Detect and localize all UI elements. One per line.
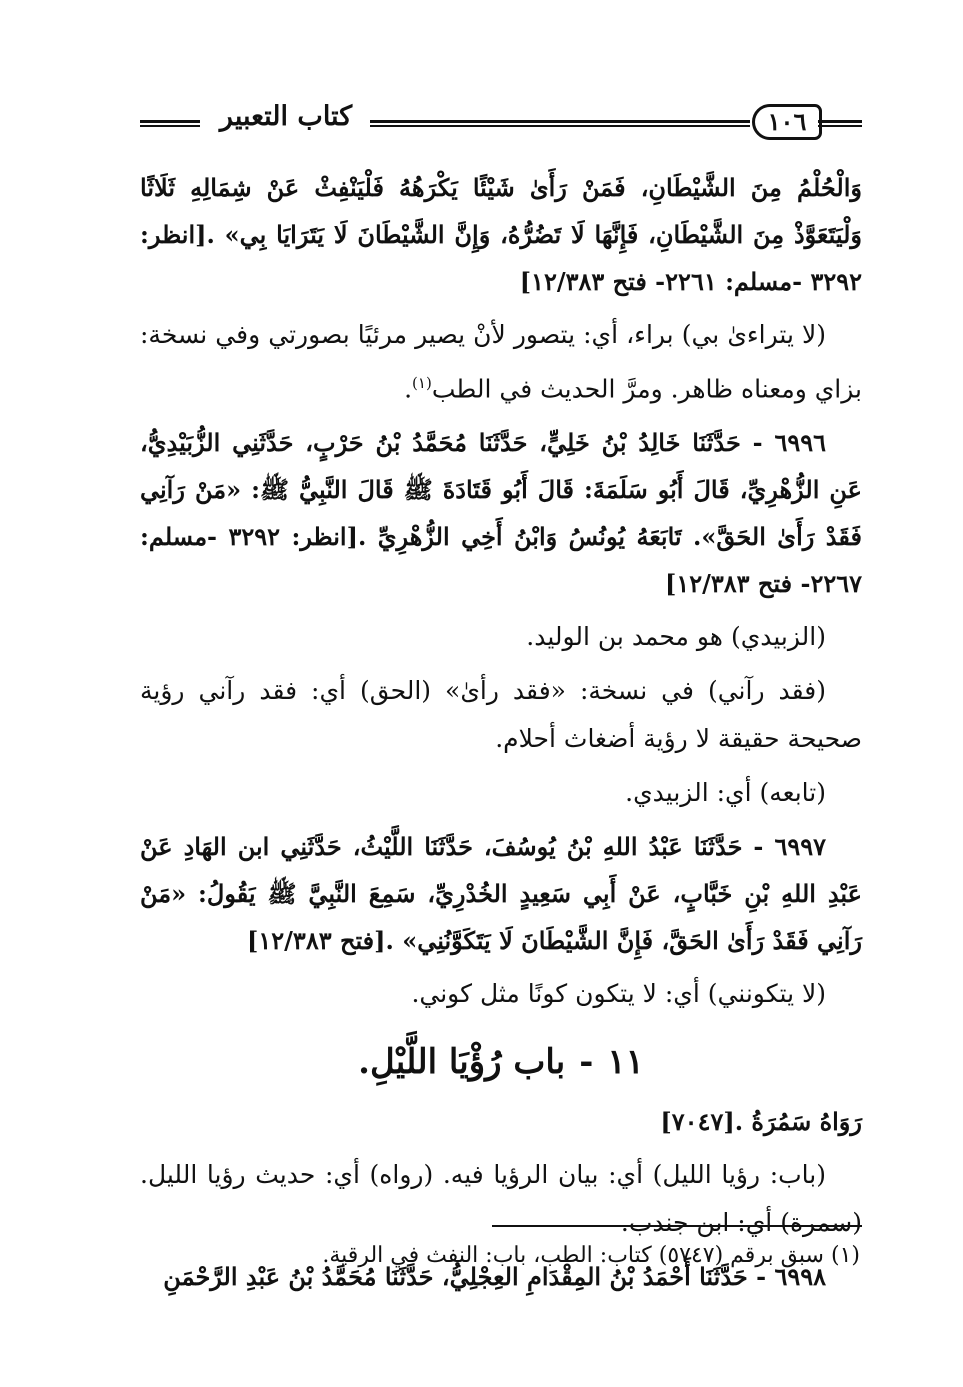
chapter-narration-note: رَوَاهُ سَمُرَةُ .[٧٠٤٧] [660,1107,862,1137]
commentary-paragraph: (الزبيدي) هو محمد بن الوليد. [526,622,826,652]
book-page [140,98,862,1306]
chapter-header-title: كتاب التعبير [219,101,353,132]
commentary-paragraph: (باب: رؤيا الليل) أي: بيان الرؤيا فيه. (رواه) أي: حديث رؤيا الليل. (سمرة) أي: ابن جندب. [140,1160,862,1238]
chapter-heading: ١١-باب رُؤْيَا اللَّيْلِ. [358,1042,644,1083]
chapter-title: باب رُؤْيَا اللَّيْلِ. [358,1042,566,1083]
commentary-paragraph [140,311,862,413]
header-rule-right [818,120,862,127]
header-rule-left [140,120,200,127]
page-body [140,164,862,1300]
commentary-text: (لا يتراءىٰ بي) براء، أي: يتصور لأنْ يصير مرئيًا بصورتي وفي نسخة: بزاي ومعناه ظاهر. ومرَّ الحديث في الطب [140,320,862,404]
hadith-6998: ٦٩٩٨ - حَدَّثَنَا أَحْمَدُ بْنُ المِقْدَامِ العِجْلِيُّ، حَدَّثَنَا مُحَمَّدُ بْنُ عَبْدِ الرَّحْمَنِ [163,1262,826,1292]
chapter-number: ١١ [607,1042,644,1083]
commentary-paragraph: (تابعه) أي: الزبيدي. [625,778,826,808]
page-number: ١٠٦ [752,104,822,140]
hadith-6997: ٦٩٩٧ - حَدَّثَنَا عَبْدُ اللهِ بْنُ يُوسُفَ، حَدَّثَنَا اللَّيْثُ، حَدَّثَنِي ابن الهَادِ عَنْ عَبْدِ اللهِ بْنِ خَبَّابٍ، عَنْ أَبِي سَعِيدٍ الخُدْرِيِّ، سَمِعَ النَّبِيَّ ﷺ يَقُولُ: «مَنْ رَآنِي فَقَدْ رَأَىٰ الحَقَّ، فَإِنَّ الشَّيْطَانَ لَا يَتَكَوَّنُنِي» .[فتح ١٢/٣٨٣] [140,832,862,956]
hadith-6996: ٦٩٩٦ - حَدَّثَنَا خَالِدُ بْنُ خَلِيٍّ، حَدَّثَنَا مُحَمَّدُ بْنُ حَرْبٍ، حَدَّثَنِي الزُّبَيْدِيُّ، عَنِ الزُّهْرِيِّ، قَالَ أَبُو سَلَمَةَ: قَالَ أَبُو قَتَادَةَ ﷺ قَالَ النَّبِيُّ ﷺ: «مَنْ رَآنِي فَقَدْ رَأَىٰ الحَقَّ». تَابَعَهُ يُونُسُ وَابْنُ أَخِي الزُّهْرِيِّ .[انظر: ٣٢٩٢ -مسلم: ٢٢٦٧- فتح ١٢/٣٨٣] [140,428,862,599]
commentary-paragraph: (لا يتكونني) أي: لا يتكون كونًا مثل كوني. [411,979,826,1009]
hadith-text-continuation: وَالْحُلْمُ مِنَ الشَّيْطَانِ، فَمَنْ رَأَىٰ شَيْئًا يَكْرَهُهُ فَلْيَنْفِثْ عَنْ شِمَالِهِ ثَلَاثًا وَلْيَتَعَوَّذْ مِنَ الشَّيْطَانِ، فَإِنَّهَا لَا تَضُرُّهُ، وَإِنَّ الشَّيْطَانَ لَا يَتَرَايَا بِي» .[انظر: ٣٢٩٢ -مسلم: ٢٢٦١- فتح ١٢/٣٨٣] [140,173,862,296]
commentary-paragraph: (فقد رآني) في نسخة: «فقد رأىٰ» (الحق) أي: فقد رآني رؤية صحيحة حقيقة لا رؤية أضغاث أحلام. [140,676,862,754]
commentary-text-end: . [404,374,413,404]
running-header [140,98,862,150]
footnote-reference[interactable]: (١) [412,374,432,392]
header-rule-middle [370,120,750,127]
footnote: (١) سبق برقم (٥٧٤٧) كتاب: الطب، باب: النفث في الرقية. [322,1243,860,1268]
footnote-separator [140,1225,862,1227]
